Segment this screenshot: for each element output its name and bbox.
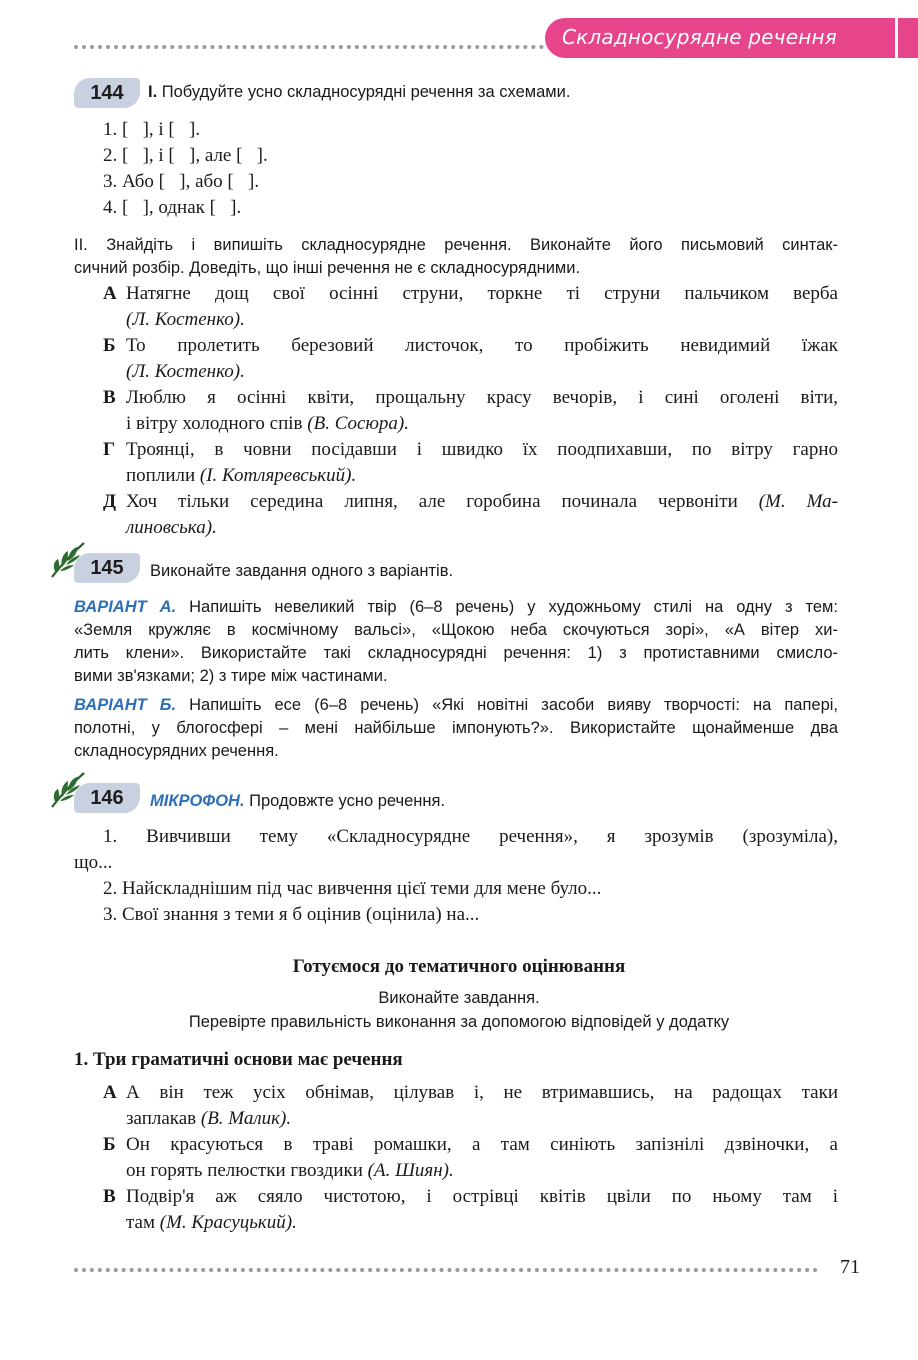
header-edge-tab xyxy=(898,18,918,58)
variant-a-line3: лить клени». Використайте такі складносурядні речення: 1) з протиставними смисло- xyxy=(74,644,838,662)
exercise-number-badge xyxy=(74,78,140,108)
option-v-line2 xyxy=(126,413,409,435)
option-d-author: линовська). xyxy=(126,517,217,538)
task-part2-line1: II. Знайдіть і випишіть складносурядне речення. Виконайте його письмовий синтак- xyxy=(74,236,838,254)
option-a-author: (Л. Костенко). xyxy=(126,309,245,330)
q-option-a-line1: А він теж усіх обнімав, цілував і, не втримавшись, на радощах таки xyxy=(126,1082,838,1103)
scheme-3: 3. Або [ ], або [ ]. xyxy=(103,171,260,192)
option-letter: А xyxy=(103,1082,117,1103)
option-author: (М. Красуцький). xyxy=(159,1212,297,1233)
question-title: 1. Три граматичні основи має речення xyxy=(74,1049,403,1070)
header-dotted-rule xyxy=(74,45,544,49)
task-intro xyxy=(150,792,445,811)
variant-label: ВАРІАНТ А. xyxy=(74,598,177,616)
option-d-line1 xyxy=(126,491,838,513)
scheme-2: 2. [ ], і [ ], але [ ]. xyxy=(103,145,268,166)
option-a-line1: Натягне дощ свої осінні струни, торкне ті струни пальчиком верба xyxy=(126,283,838,304)
task-part1 xyxy=(148,83,570,102)
option-letter: Г xyxy=(103,439,116,460)
assessment-heading: Готуємося до тематичного оцінювання xyxy=(292,956,626,977)
variant-a-line2: «Земля кружляє в космічному вальсі», «Щокою неба скочуються зорі», «А вітер хи- xyxy=(74,621,838,639)
option-letter: Б xyxy=(103,1134,116,1155)
option-letter: В xyxy=(103,387,116,408)
microphone-label: МІКРОФОН. xyxy=(150,792,245,810)
option-letter: В xyxy=(103,1186,116,1207)
page-number: 71 xyxy=(840,1256,860,1278)
variant-text: Напишіть невеликий твір (6–8 речень) у художньому стилі на одну з тем: xyxy=(189,598,838,616)
task-text: Продовжте усно речення. xyxy=(249,792,446,810)
scheme-4: 4. [ ], однак [ ]. xyxy=(103,197,242,218)
option-letter: Б xyxy=(103,335,116,356)
option-b-line1: То пролетить березовий листочок, то пробіжить невидимий їжак xyxy=(126,335,838,356)
exercise-number-badge xyxy=(74,783,140,813)
variant-a-line1 xyxy=(74,598,838,617)
option-author: (В. Малик). xyxy=(200,1108,292,1129)
assessment-sub2: Перевірте правильність виконання за допомогою відповідей у додатку xyxy=(188,1013,730,1031)
option-author: (А. Шиян). xyxy=(367,1160,454,1181)
exercise-number: 144 xyxy=(90,82,124,104)
option-v-line1: Люблю я осінні квіти, прощальну красу вечорів, і сині оголені віти, xyxy=(126,387,838,408)
sentence-3: 3. Свої знання з теми я б оцінив (оцінила) на... xyxy=(103,904,480,925)
option-author: (В. Сосюра). xyxy=(307,413,409,434)
option-letter: А xyxy=(103,283,117,304)
scheme-1: 1. [ ], і [ ]. xyxy=(103,119,201,140)
option-letter: Д xyxy=(103,491,117,512)
sentence-1-cont: що... xyxy=(74,852,113,873)
variant-text: Напишіть есе (6–8 речень) «Які новітні засоби вияву творчості: на папері, xyxy=(189,696,838,714)
roman-numeral: I. xyxy=(148,83,158,101)
variant-b-line1 xyxy=(74,696,838,715)
q-option-v-line2 xyxy=(126,1212,297,1234)
sentence-2: 2. Найскладнішим під час вивчення цієї теми для мене було... xyxy=(103,878,602,899)
exercise-number: 145 xyxy=(90,557,124,579)
footer-dotted-rule xyxy=(74,1268,818,1272)
variant-label: ВАРІАНТ Б. xyxy=(74,696,177,714)
sentence-1: 1. Вивчивши тему «Складносурядне речення», я зрозумів (зрозуміла), xyxy=(103,826,838,847)
option-text: поплили xyxy=(126,465,200,486)
option-g-line2 xyxy=(126,465,356,487)
section-header-band xyxy=(545,18,895,58)
task-intro: Виконайте завдання одного з варіантів. xyxy=(150,562,454,580)
exercise-number: 146 xyxy=(90,787,124,809)
task-text: Побудуйте усно складносурядні речення за схемами. xyxy=(161,83,571,101)
exercise-number-badge xyxy=(74,553,140,583)
q-option-b-line1: Он красуються в траві ромашки, а там синіють запізнілі дзвіночки, а xyxy=(126,1134,838,1155)
section-title: Складносурядне речення xyxy=(561,25,837,49)
option-author: (І. Котляревський). xyxy=(199,465,357,486)
q-option-a-line2 xyxy=(126,1108,291,1130)
task-part2-line2: сичний розбір. Доведіть, що інші речення не є складносурядними. xyxy=(74,259,581,277)
option-g-line1: Троянці, в човни посідавши і швидко їх поодпихавши, по вітру гарно xyxy=(126,439,838,460)
variant-b-line2: полотні, у блогосфері – мені найбільше імпонують?». Використайте щонайменше два xyxy=(74,719,838,737)
option-b-author: (Л. Костенко). xyxy=(126,361,245,382)
variant-a-line4: вими зв'язками; 2) з тире між частинами. xyxy=(74,667,388,685)
option-text: заплакав xyxy=(126,1108,201,1129)
option-author: (М. Ма- xyxy=(758,491,838,512)
option-text: он горять пелюстки гвоздики xyxy=(126,1160,368,1181)
q-option-v-line1: Подвір'я аж сяяло чистотою, і острівці квітів цвіли по ньому там і xyxy=(126,1186,838,1207)
option-text: і вітру холодного спів xyxy=(126,413,308,434)
q-option-b-line2 xyxy=(126,1160,454,1182)
assessment-sub1: Виконайте завдання. xyxy=(378,989,540,1007)
option-text: там xyxy=(126,1212,160,1233)
variant-b-line3: складносурядних речення. xyxy=(74,742,279,760)
option-text: Хоч тільки середина липня, але горобина починала червоніти xyxy=(126,491,759,512)
